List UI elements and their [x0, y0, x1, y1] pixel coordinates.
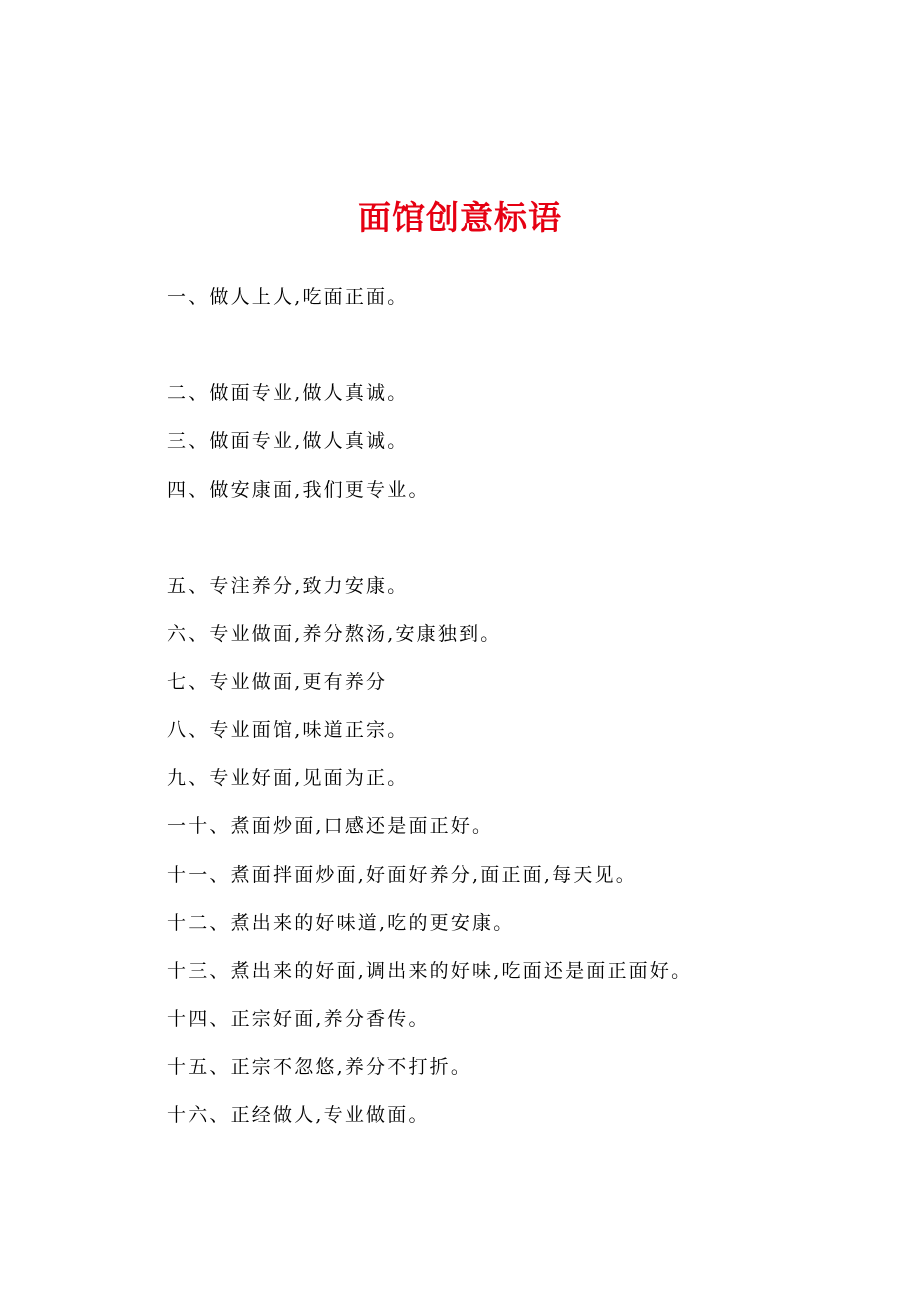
slogan-line-8: 八、专业面馆,味道正宗。 — [167, 719, 409, 741]
slogan-line-15: 十五、正宗不忽悠,养分不打折。 — [167, 1056, 473, 1078]
slogan-line-1: 一、做人上人,吃面正面。 — [167, 286, 409, 308]
slogan-line-7: 七、专业做面,更有养分 — [167, 671, 388, 693]
document-title: 面馆创意标语 — [358, 198, 562, 237]
slogan-line-12: 十二、煮出来的好味道,吃的更安康。 — [167, 912, 515, 934]
slogan-line-2: 二、做面专业,做人真诚。 — [167, 382, 409, 404]
slogan-line-16: 十六、正经做人,专业做面。 — [167, 1104, 430, 1126]
slogan-line-14: 十四、正宗好面,养分香传。 — [167, 1008, 430, 1030]
slogan-line-4: 四、做安康面,我们更专业。 — [167, 479, 430, 501]
slogan-line-9: 九、专业好面,见面为正。 — [167, 767, 409, 789]
slogan-line-3: 三、做面专业,做人真诚。 — [167, 430, 409, 452]
slogan-line-5: 五、专注养分,致力安康。 — [167, 575, 409, 597]
slogan-line-11: 十一、煮面拌面炒面,好面好养分,面正面,每天见。 — [167, 864, 637, 886]
slogan-line-13: 十三、煮出来的好面,调出来的好味,吃面还是面正面好。 — [167, 960, 693, 982]
slogan-line-6: 六、专业做面,养分熬汤,安康独到。 — [167, 623, 502, 645]
slogan-line-10: 一十、煮面炒面,口感还是面正好。 — [167, 815, 494, 837]
